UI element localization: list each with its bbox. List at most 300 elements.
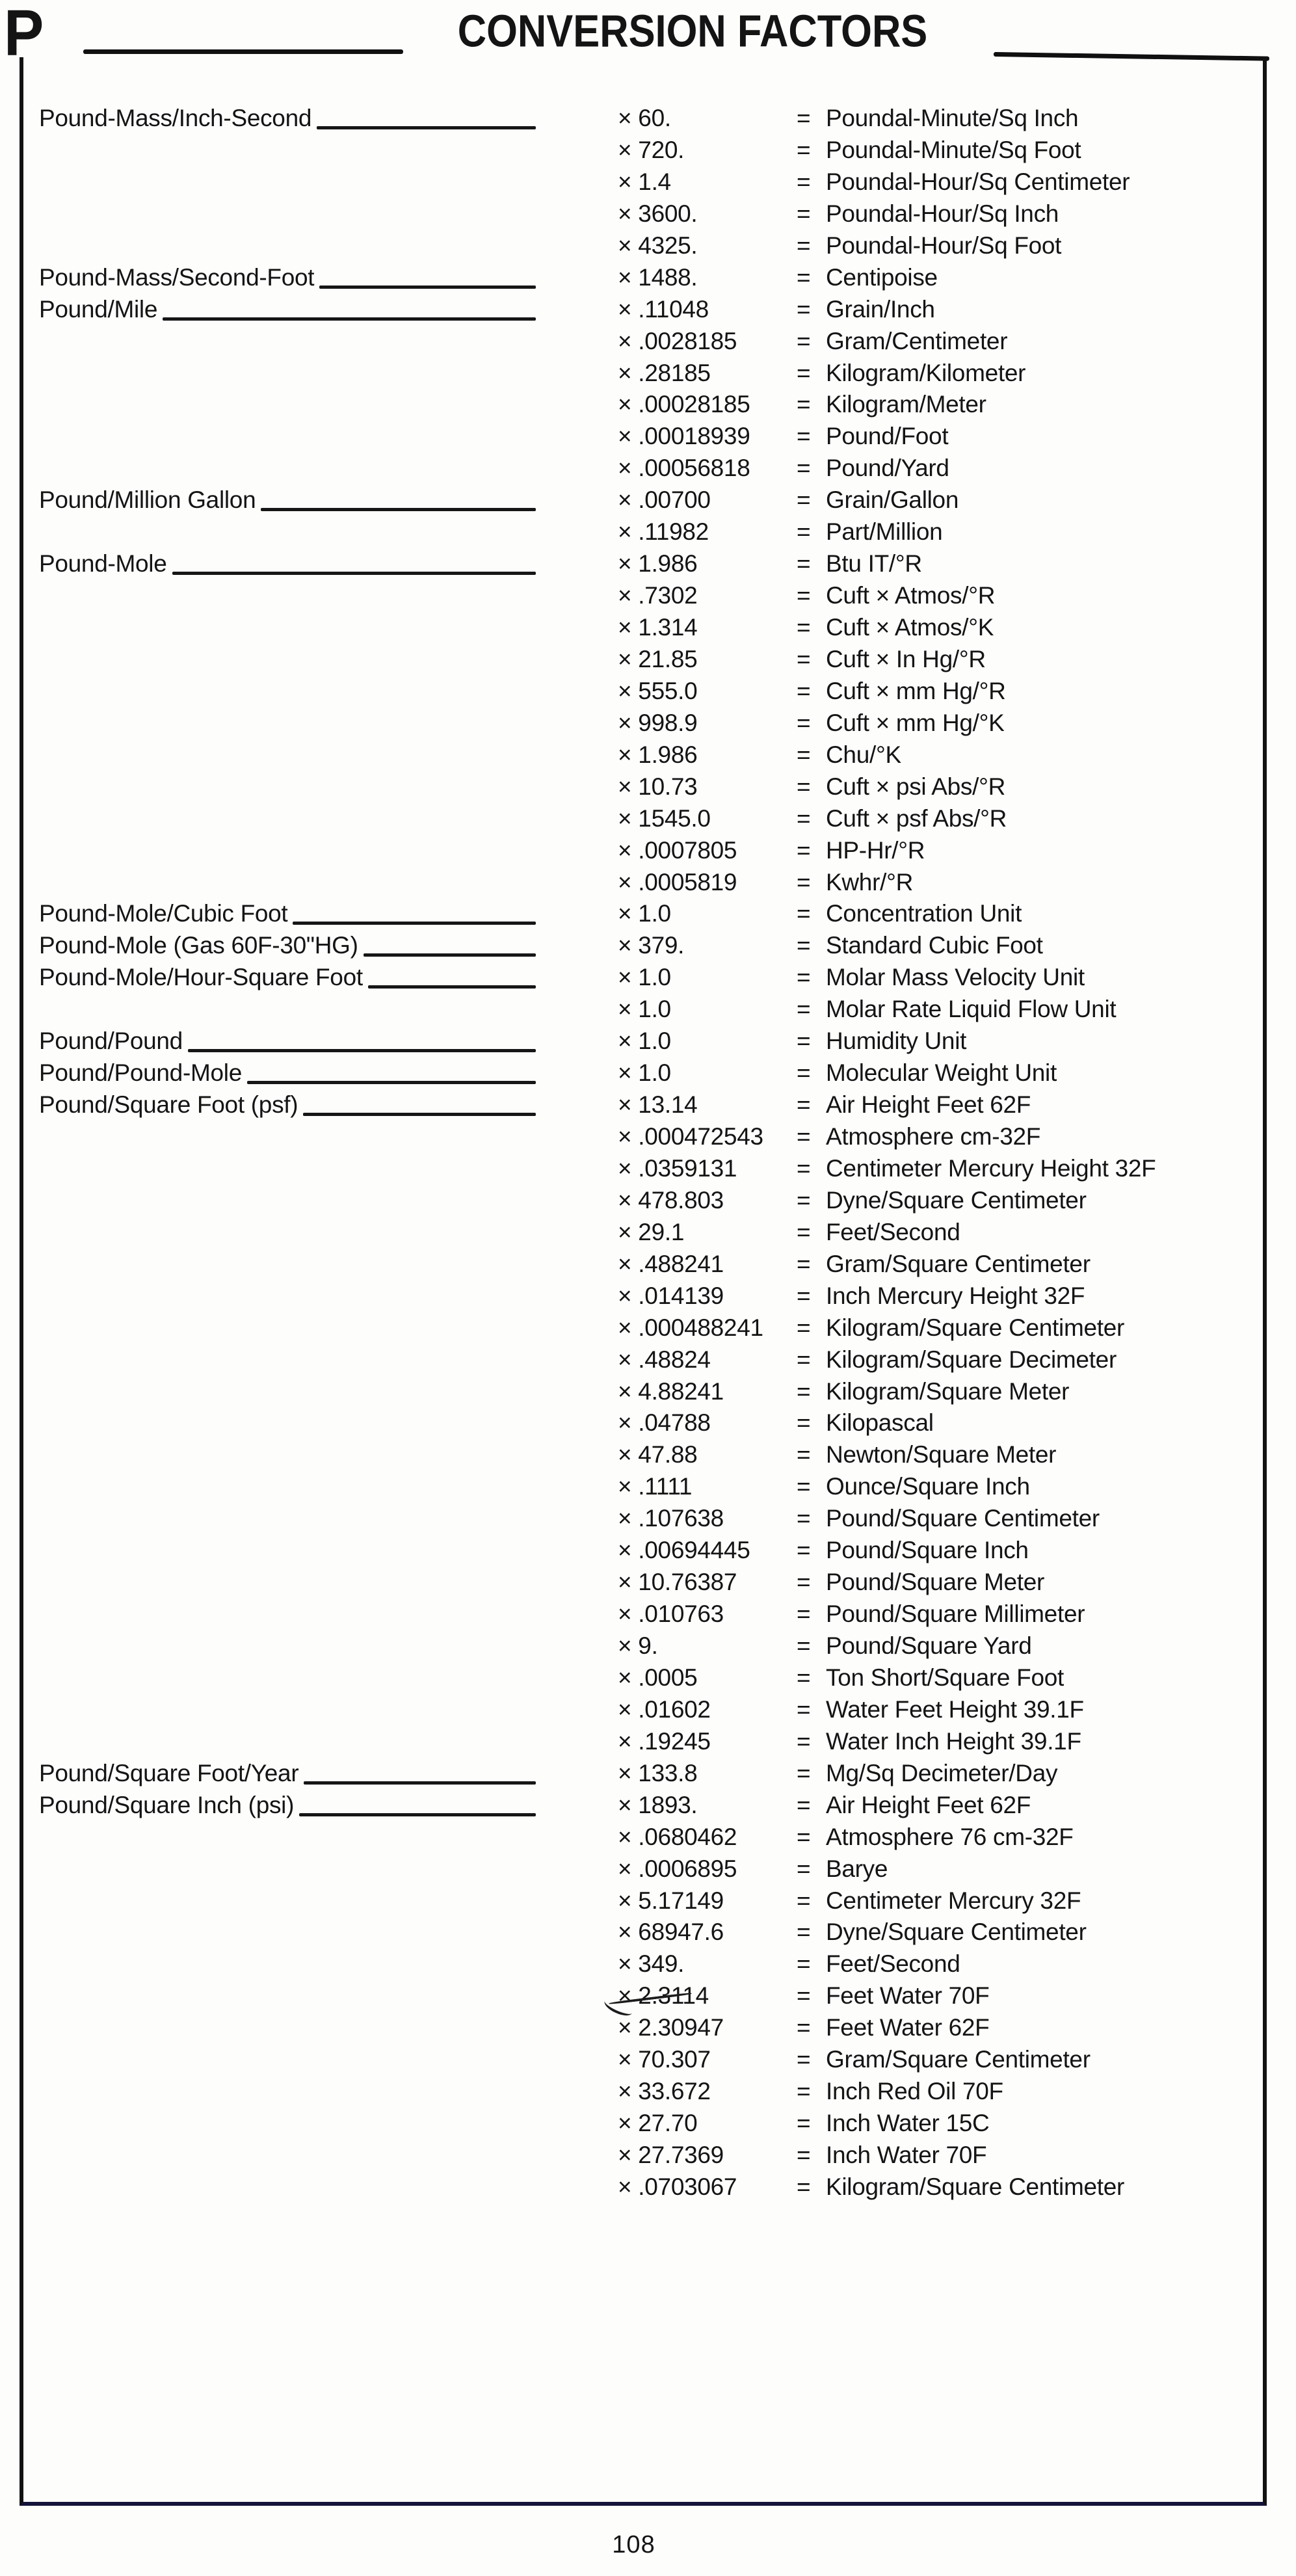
equals-sign: = (797, 836, 811, 864)
equals-sign: = (797, 773, 811, 800)
conversion-row (39, 1535, 1242, 1567)
unit-label: Part/Million (826, 518, 943, 546)
unit-label: Centimeter Mercury Height 32F (826, 1154, 1156, 1182)
equals-sign: = (797, 295, 811, 323)
equals-sign: = (797, 1791, 811, 1818)
factor-value: × 47.88 (618, 1441, 698, 1468)
leader-line (261, 508, 536, 511)
equals-sign: = (797, 1600, 811, 1628)
unit-label: Barye (826, 1855, 888, 1882)
factor-value: × .000472543 (618, 1123, 763, 1150)
conversion-row (39, 135, 1242, 166)
conversion-row (39, 1567, 1242, 1599)
unit-label: Gram/Square Centimeter (826, 1250, 1091, 1277)
unit-label: Kilogram/Square Centimeter (826, 2173, 1125, 2200)
unit-label: Cuft × Atmos/°R (826, 582, 996, 609)
conversion-row (39, 1057, 1242, 1089)
equals-sign: = (797, 486, 811, 514)
factor-value: × 1.314 (618, 614, 698, 641)
conversion-row (39, 230, 1242, 262)
equals-sign: = (797, 900, 811, 927)
conversion-row (39, 1153, 1242, 1185)
conversion-row (39, 930, 1242, 962)
factor-value: × .014139 (618, 1282, 724, 1309)
conversion-row (39, 803, 1242, 835)
quantity-label: Pound/Million Gallon (39, 486, 256, 514)
unit-label: Feet Water 70F (826, 1982, 990, 2010)
quantity-label: Pound-Mole (39, 550, 167, 578)
leader-line (163, 317, 536, 321)
unit-label: Cuft × psf Abs/°R (826, 804, 1007, 832)
factor-value: × .19245 (618, 1727, 711, 1755)
unit-label: Pound/Square Meter (826, 1569, 1045, 1596)
equals-sign: = (797, 2173, 811, 2200)
conversion-row (39, 1758, 1242, 1790)
conversion-row (39, 1249, 1242, 1281)
factor-value: × 33.672 (618, 2078, 711, 2105)
equals-sign: = (797, 518, 811, 546)
conversion-row (39, 1089, 1242, 1121)
conversion-row (39, 2012, 1242, 2044)
factor-value: × 27.70 (618, 2110, 698, 2137)
unit-label: Kwhr/°R (826, 868, 913, 896)
factor-value: × .0006895 (618, 1855, 737, 1882)
quantity-label-wrap (39, 898, 536, 930)
conversion-row (39, 1885, 1242, 1917)
factor-value: × 998.9 (618, 709, 698, 736)
conversion-row (39, 835, 1242, 867)
unit-label: Poundal-Hour/Sq Inch (826, 200, 1059, 227)
quantity-label-wrap (39, 1758, 536, 1790)
quantity-label-wrap (39, 294, 536, 326)
equals-sign: = (797, 1695, 811, 1723)
conversion-row (39, 389, 1242, 421)
leader-line (188, 1049, 536, 1052)
factor-value: × .488241 (618, 1250, 724, 1277)
unit-label: Cuft × mm Hg/°R (826, 677, 1006, 704)
unit-label: Ton Short/Square Foot (826, 1664, 1064, 1691)
equals-sign: = (797, 550, 811, 578)
quantity-label-wrap (39, 548, 536, 580)
equals-sign: = (797, 1505, 811, 1532)
unit-label: Centipoise (826, 263, 938, 291)
factor-value: × .0703067 (618, 2173, 737, 2200)
conversion-row (39, 1185, 1242, 1217)
conversion-row (39, 962, 1242, 994)
unit-label: Air Height Feet 62F (826, 1091, 1031, 1119)
conversion-row (39, 612, 1242, 644)
unit-label: Newton/Square Meter (826, 1441, 1057, 1468)
unit-label: Grain/Gallon (826, 486, 959, 514)
equals-sign: = (797, 804, 811, 832)
conversion-row (39, 1917, 1242, 1948)
equals-sign: = (797, 1154, 811, 1182)
quantity-label: Pound-Mass/Second-Foot (39, 263, 315, 291)
unit-label: Kilogram/Square Decimeter (826, 1346, 1117, 1373)
quantity-label: Pound-Mole (Gas 60F-30"HG) (39, 932, 358, 959)
factor-value: × .11982 (618, 518, 709, 546)
factor-value: × 29.1 (618, 1218, 685, 1245)
factor-value: × 5.17149 (618, 1887, 724, 1914)
conversion-row (39, 1822, 1242, 1853)
factor-value: × .00028185 (618, 391, 750, 418)
equals-sign: = (797, 677, 811, 704)
factor-value: × 1.986 (618, 741, 698, 768)
unit-label: Molecular Weight Unit (826, 1059, 1057, 1087)
factor-value: × .48824 (618, 1346, 711, 1373)
unit-label: Kilogram/Meter (826, 391, 986, 418)
conversion-row (39, 2171, 1242, 2203)
factor-value: × .11048 (618, 295, 709, 323)
conversion-row (39, 898, 1242, 930)
unit-label: Pound/Foot (826, 423, 949, 450)
quantity-label: Pound/Square Foot/Year (39, 1759, 299, 1786)
quantity-label: Pound/Pound-Mole (39, 1059, 242, 1087)
conversion-row (39, 1439, 1242, 1471)
unit-label: Mg/Sq Decimeter/Day (826, 1759, 1058, 1786)
unit-label: Chu/°K (826, 741, 901, 768)
factor-value: × 10.73 (618, 773, 698, 800)
unit-label: Cuft × Atmos/°K (826, 614, 994, 641)
factor-value: × 13.14 (618, 1091, 698, 1119)
factor-value: × 10.76387 (618, 1569, 737, 1596)
conversion-row (39, 1281, 1242, 1312)
equals-sign: = (797, 1028, 811, 1055)
unit-label: Pound/Square Centimeter (826, 1505, 1100, 1532)
equals-sign: = (797, 1186, 811, 1214)
equals-sign: = (797, 1855, 811, 1882)
equals-sign: = (797, 136, 811, 163)
unit-label: Poundal-Minute/Sq Foot (826, 136, 1081, 163)
equals-sign: = (797, 1250, 811, 1277)
factor-value: × 720. (618, 136, 685, 163)
equals-sign: = (797, 423, 811, 450)
conversion-row (39, 103, 1242, 135)
quantity-label: Pound-Mass/Inch-Second (39, 105, 312, 131)
unit-label: Gram/Centimeter (826, 327, 1008, 354)
factor-value: × 9. (618, 1632, 658, 1659)
conversion-row (39, 2140, 1242, 2171)
factor-value: × .28185 (618, 359, 711, 386)
unit-label: Centimeter Mercury 32F (826, 1887, 1081, 1914)
quantity-label-wrap (39, 1026, 536, 1057)
equals-sign: = (797, 1537, 811, 1564)
factor-value: × .0007805 (618, 836, 737, 864)
quantity-label-wrap (39, 262, 536, 294)
equals-sign: = (797, 2046, 811, 2073)
unit-label: Kilopascal (826, 1409, 934, 1437)
factor-value: × 478.803 (618, 1186, 724, 1214)
conversion-row (39, 644, 1242, 676)
conversion-row (39, 516, 1242, 548)
equals-sign: = (797, 327, 811, 354)
factor-value: × 21.85 (618, 645, 698, 672)
unit-label: Humidity Unit (826, 1028, 967, 1055)
title-rule-left (83, 49, 403, 54)
conversion-row (39, 1312, 1242, 1344)
equals-sign: = (797, 996, 811, 1023)
unit-label: Molar Rate Liquid Flow Unit (826, 996, 1117, 1023)
factor-value: × .01602 (618, 1695, 711, 1723)
conversion-row (39, 1948, 1242, 1980)
equals-sign: = (797, 2142, 811, 2168)
factor-value: × 1.0 (618, 900, 671, 927)
leader-line (364, 953, 536, 957)
unit-label: HP-Hr/°R (826, 836, 925, 864)
conversion-row (39, 1376, 1242, 1408)
leader-line (368, 985, 536, 989)
factor-value: × 1.0 (618, 1028, 671, 1055)
equals-sign: = (797, 1569, 811, 1596)
leader-line (299, 1813, 536, 1816)
factor-value: × .107638 (618, 1505, 724, 1532)
conversion-row (39, 1980, 1242, 2012)
conversion-row (39, 421, 1242, 453)
factor-value: × 1.986 (618, 550, 698, 578)
factor-value: × 1.0 (618, 996, 671, 1023)
unit-label: Concentration Unit (826, 900, 1022, 927)
conversion-row (39, 2076, 1242, 2108)
factor-value: × 2.30947 (618, 2014, 724, 2041)
unit-label: Pound/Yard (826, 455, 949, 482)
quantity-label-wrap (39, 1790, 536, 1822)
unit-label: Feet Water 62F (826, 2014, 990, 2041)
factor-value: × 1545.0 (618, 804, 711, 832)
unit-label: Pound/Square Yard (826, 1632, 1032, 1659)
unit-label: Ounce/Square Inch (826, 1473, 1030, 1500)
equals-sign: = (797, 2110, 811, 2137)
unit-label: Cuft × psi Abs/°R (826, 773, 1006, 800)
equals-sign: = (797, 1950, 811, 1978)
factor-value: × 68947.6 (618, 1919, 724, 1946)
equals-sign: = (797, 932, 811, 959)
factor-value: × .7302 (618, 582, 698, 609)
equals-sign: = (797, 2014, 811, 2041)
conversion-row (39, 485, 1242, 516)
conversion-row (39, 453, 1242, 485)
factor-value: × .1111 (618, 1473, 693, 1500)
leader-line (172, 572, 536, 575)
unit-label: Air Height Feet 62F (826, 1791, 1031, 1818)
unit-label: Feet/Second (826, 1950, 960, 1978)
equals-sign: = (797, 1759, 811, 1786)
equals-sign: = (797, 868, 811, 896)
quantity-label-wrap (39, 103, 536, 135)
leader-line (304, 1781, 536, 1785)
factor-value: × 4.88241 (618, 1377, 724, 1405)
equals-sign: = (797, 200, 811, 227)
factor-value: × 70.307 (618, 2046, 711, 2073)
unit-label: Water Feet Height 39.1F (826, 1695, 1084, 1723)
equals-sign: = (797, 1982, 811, 2010)
equals-sign: = (797, 1473, 811, 1500)
conversion-row (39, 1790, 1242, 1822)
unit-label: Inch Water 15C (826, 2110, 990, 2137)
factor-value: × .0028185 (618, 327, 737, 354)
unit-label: Pound/Square Inch (826, 1537, 1029, 1564)
conversion-row (39, 1726, 1242, 1758)
factor-value: × 1.0 (618, 964, 671, 991)
leader-line (303, 1113, 536, 1116)
quantity-label-wrap (39, 1057, 536, 1089)
conversion-row (39, 166, 1242, 198)
quantity-label: Pound/Square Foot (psf) (39, 1091, 298, 1119)
equals-sign: = (797, 263, 811, 291)
quantity-label-wrap (39, 1089, 536, 1121)
unit-label: Molar Mass Velocity Unit (826, 964, 1085, 991)
factor-value: × .00018939 (618, 423, 750, 450)
equals-sign: = (797, 645, 811, 672)
equals-sign: = (797, 1823, 811, 1850)
equals-sign: = (797, 1441, 811, 1468)
conversion-row (39, 1026, 1242, 1057)
equals-sign: = (797, 741, 811, 768)
equals-sign: = (797, 964, 811, 991)
equals-sign: = (797, 614, 811, 641)
factor-value: × .04788 (618, 1409, 711, 1437)
quantity-label: Pound/Mile (39, 295, 158, 323)
unit-label: Pound/Square Millimeter (826, 1600, 1085, 1628)
equals-sign: = (797, 1887, 811, 1914)
unit-label: Btu IT/°R (826, 550, 922, 578)
equals-sign: = (797, 582, 811, 609)
conversion-row (39, 994, 1242, 1026)
factor-value: × 1.4 (618, 168, 671, 195)
unit-label: Gram/Square Centimeter (826, 2046, 1091, 2073)
conversion-row (39, 1503, 1242, 1535)
equals-sign: = (797, 1282, 811, 1309)
unit-label: Cuft × In Hg/°R (826, 645, 986, 672)
equals-sign: = (797, 359, 811, 386)
unit-label: Dyne/Square Centimeter (826, 1186, 1087, 1214)
leader-line (319, 285, 536, 289)
quantity-label-wrap (39, 485, 536, 516)
factor-value: × 133.8 (618, 1759, 698, 1786)
equals-sign: = (797, 1091, 811, 1119)
unit-label: Kilogram/Square Meter (826, 1377, 1070, 1405)
unit-label: Standard Cubic Foot (826, 932, 1043, 959)
page-number: 108 (612, 2531, 655, 2558)
conversion-row (39, 262, 1242, 294)
conversion-row (39, 2044, 1242, 2076)
factor-value: × .00694445 (618, 1537, 750, 1564)
unit-label: Inch Water 70F (826, 2142, 987, 2168)
factor-value: × 1893. (618, 1791, 698, 1818)
factor-value: × 555.0 (618, 677, 698, 704)
unit-label: Inch Red Oil 70F (826, 2078, 1003, 2105)
factor-value: × 4325. (618, 232, 698, 259)
equals-sign: = (797, 105, 811, 131)
factor-value: × 60. (618, 105, 671, 131)
factor-value: × .0005819 (618, 868, 737, 896)
equals-sign: = (797, 455, 811, 482)
factor-value: × .0359131 (618, 1154, 737, 1182)
equals-sign: = (797, 1919, 811, 1946)
conversion-row (39, 708, 1242, 739)
factor-value: × .000488241 (618, 1314, 763, 1341)
leader-line (293, 922, 536, 925)
unit-label: Atmosphere cm-32F (826, 1123, 1041, 1150)
factor-value: × 349. (618, 1950, 685, 1978)
factor-value: × .00056818 (618, 455, 750, 482)
equals-sign: = (797, 1346, 811, 1373)
conversion-row (39, 1630, 1242, 1662)
factor-value: × 379. (618, 932, 685, 959)
unit-label: Kilogram/Square Centimeter (826, 1314, 1125, 1341)
unit-label: Cuft × mm Hg/°K (826, 709, 1005, 736)
conversion-row (39, 1471, 1242, 1503)
quantity-label-wrap (39, 930, 536, 962)
equals-sign: = (797, 1409, 811, 1437)
quantity-label-wrap (39, 962, 536, 994)
factor-value: × 1.0 (618, 1059, 671, 1087)
equals-sign: = (797, 1377, 811, 1405)
unit-label: Poundal-Hour/Sq Centimeter (826, 168, 1130, 195)
conversion-row (39, 771, 1242, 803)
equals-sign: = (797, 391, 811, 418)
conversion-rows (39, 103, 1242, 2203)
unit-label: Poundal-Minute/Sq Inch (826, 105, 1079, 131)
equals-sign: = (797, 232, 811, 259)
unit-label: Kilogram/Kilometer (826, 359, 1026, 386)
conversion-row (39, 548, 1242, 580)
conversion-row (39, 867, 1242, 899)
conversion-row (39, 198, 1242, 230)
conversion-row (39, 294, 1242, 326)
unit-label: Feet/Second (826, 1218, 960, 1245)
conversion-row (39, 739, 1242, 771)
factor-value: × 3600. (618, 200, 698, 227)
factor-value: × 27.7369 (618, 2142, 724, 2168)
unit-label: Grain/Inch (826, 295, 935, 323)
equals-sign: = (797, 1632, 811, 1659)
equals-sign: = (797, 168, 811, 195)
conversion-row (39, 580, 1242, 612)
conversion-row (39, 1599, 1242, 1630)
conversion-row (39, 676, 1242, 708)
factor-value: × .0005 (618, 1664, 698, 1691)
conversion-row (39, 2108, 1242, 2140)
equals-sign: = (797, 2078, 811, 2105)
quantity-label: Pound/Pound (39, 1028, 183, 1055)
conversion-row (39, 1662, 1242, 1694)
factor-value: × 2.3114 (618, 1980, 709, 2012)
unit-label: Poundal-Hour/Sq Foot (826, 232, 1062, 259)
conversion-row (39, 1407, 1242, 1439)
conversion-row (39, 358, 1242, 390)
conversion-row (39, 1853, 1242, 1885)
unit-label: Atmosphere 76 cm-32F (826, 1823, 1074, 1850)
conversion-row (39, 1121, 1242, 1153)
conversion-row (39, 326, 1242, 358)
page-title: CONVERSION FACTORS (457, 6, 928, 57)
quantity-label: Pound-Mole/Cubic Foot (39, 900, 288, 927)
equals-sign: = (797, 1664, 811, 1691)
factor-value: × .0680462 (618, 1823, 737, 1850)
factor-value: × .00700 (618, 486, 711, 514)
conversion-row (39, 1344, 1242, 1376)
equals-sign: = (797, 1727, 811, 1755)
conversion-row (39, 1694, 1242, 1726)
leader-line (247, 1081, 536, 1084)
factor-value: × 1488. (618, 263, 698, 291)
factor-value: × .010763 (618, 1600, 724, 1628)
quantity-label: Pound/Square Inch (psi) (39, 1791, 295, 1818)
equals-sign: = (797, 1059, 811, 1087)
equals-sign: = (797, 1218, 811, 1245)
leader-line (317, 126, 536, 129)
section-letter: P (4, 0, 43, 70)
